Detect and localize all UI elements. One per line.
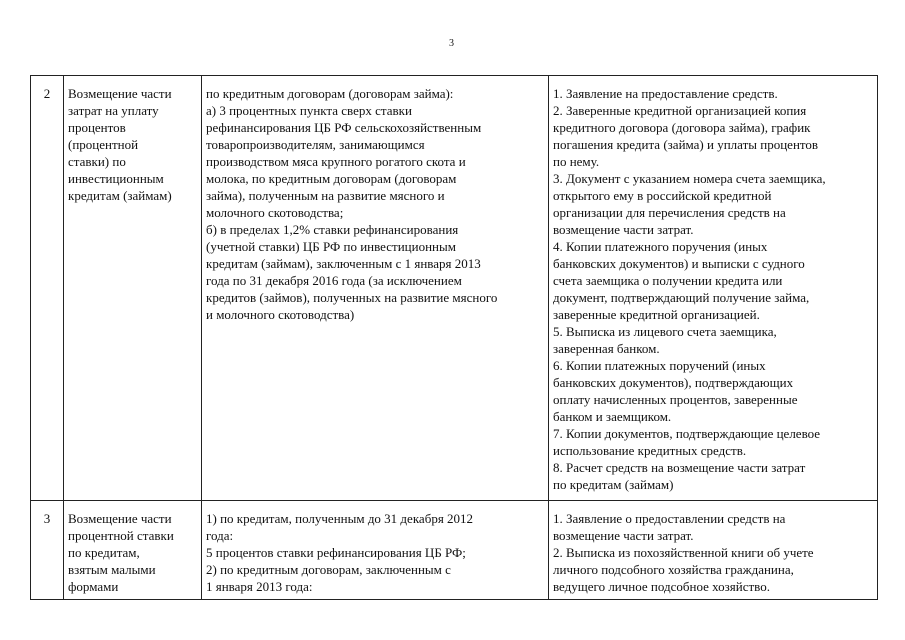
- text-line: банковских документов) и выписки с судного: [553, 256, 805, 271]
- text-line: (процентной: [68, 137, 139, 152]
- conditions-cell: [202, 501, 549, 600]
- text-line: года:: [206, 528, 234, 543]
- documents-cell: [549, 501, 878, 600]
- text-line: оплату начисленных процентов, заверенные: [553, 392, 798, 407]
- table-row: [31, 501, 878, 600]
- text-line: кредитов (займов), полученных на развитие мясного: [206, 290, 498, 305]
- text-line: заверенная банком.: [553, 341, 660, 356]
- text-line: по нему.: [553, 154, 600, 169]
- text-line: и молочного скотоводства): [206, 307, 355, 322]
- text-line: заверенные кредитной организацией.: [553, 307, 760, 322]
- text-line: б) в пределах 1,2% ставки рефинансирования: [206, 222, 459, 237]
- text-line: 1 января 2013 года:: [206, 579, 313, 594]
- text-line: 2) по кредитным договорам, заключенным с: [206, 562, 451, 577]
- text-line: формами: [68, 579, 119, 594]
- text-line: производством мяса крупного рогатого скота и: [206, 154, 466, 169]
- text-line: погашения кредита (займа) и уплаты процентов: [553, 137, 819, 152]
- text-line: 8. Расчет средств на возмещение части затрат: [553, 460, 806, 475]
- text-line: кредитного договора (договора займа), график: [553, 120, 811, 135]
- text-line: возмещение части затрат.: [553, 528, 694, 543]
- text-line: инвестиционным: [68, 171, 164, 186]
- text-line: банковских документов), подтверждающих: [553, 375, 794, 390]
- text-line: использование кредитных средств.: [553, 443, 747, 458]
- text-line: (учетной ставки) ЦБ РФ по инвестиционным: [206, 239, 456, 254]
- text-line: 2. Заверенные кредитной организацией копия: [553, 103, 807, 118]
- text-line: затрат на уплату: [68, 103, 159, 118]
- text-line: 5 процентов ставки рефинансирования ЦБ РФ;: [206, 545, 466, 560]
- text-line: молока, по кредитным договорам (договорам: [206, 171, 457, 186]
- measure-name-cell: [64, 501, 202, 600]
- text-line: Возмещение части: [68, 86, 172, 101]
- table-body: [31, 76, 878, 600]
- text-line: молочного скотоводства;: [206, 205, 344, 220]
- text-line: 6. Копии платежных поручений (иных: [553, 358, 766, 373]
- text-line: рефинансирования ЦБ РФ сельскохозяйственным: [206, 120, 482, 135]
- table-row: [31, 76, 878, 501]
- text-line: Возмещение части: [68, 511, 172, 526]
- measure-name-cell: [64, 76, 202, 501]
- text-line: открытого ему в российской кредитной: [553, 188, 772, 203]
- text-line: счета заемщика о получении кредита или: [553, 273, 783, 288]
- text-line: года по 31 декабря 2016 года (за исключением: [206, 273, 462, 288]
- text-line: процентов: [68, 120, 126, 135]
- text-line: по кредитным договорам (договорам займа):: [206, 86, 454, 101]
- text-line: 5. Выписка из лицевого счета заемщика,: [553, 324, 777, 339]
- text-line: взятым малыми: [68, 562, 156, 577]
- text-line: 3. Документ с указанием номера счета заемщика,: [553, 171, 826, 186]
- text-line: по кредитам (займам): [553, 477, 674, 492]
- text-line: возмещение части затрат.: [553, 222, 694, 237]
- documents-cell: [549, 76, 878, 501]
- page-number: 3: [449, 38, 454, 49]
- text-line: товаропроизводителям, занимающимся: [206, 137, 425, 152]
- text-line: ведущего личное подсобное хозяйство.: [553, 579, 770, 594]
- text-line: документ, подтверждающий получение займа,: [553, 290, 810, 305]
- text-line: личного подсобного хозяйства гражданина,: [553, 562, 794, 577]
- text-line: а) 3 процентных пункта сверх ставки: [206, 103, 412, 118]
- text-line: 2. Выписка из похозяйственной книги об учете: [553, 545, 814, 560]
- text-line: 1) по кредитам, полученным до 31 декабря 2012: [206, 511, 474, 526]
- row-number: 2: [31, 76, 64, 501]
- conditions-cell: [202, 76, 549, 501]
- text-line: займа), полученным на развитие мясного и: [206, 188, 445, 203]
- text-line: 1. Заявление о предоставлении средств на: [553, 511, 786, 526]
- text-line: по кредитам,: [68, 545, 140, 560]
- subsidy-table: [30, 75, 878, 600]
- text-line: 4. Копии платежного поручения (иных: [553, 239, 768, 254]
- text-line: организации для перечисления средств на: [553, 205, 786, 220]
- text-line: 7. Копии документов, подтверждающие целевое: [553, 426, 821, 441]
- text-line: банком и заемщиком.: [553, 409, 672, 424]
- text-line: 1. Заявление на предоставление средств.: [553, 86, 778, 101]
- text-line: процентной ставки: [68, 528, 174, 543]
- text-line: кредитам (займам), заключенным с 1 января 2013: [206, 256, 481, 271]
- text-line: кредитам (займам): [68, 188, 172, 203]
- text-line: ставки) по: [68, 154, 126, 169]
- row-number: 3: [31, 501, 64, 600]
